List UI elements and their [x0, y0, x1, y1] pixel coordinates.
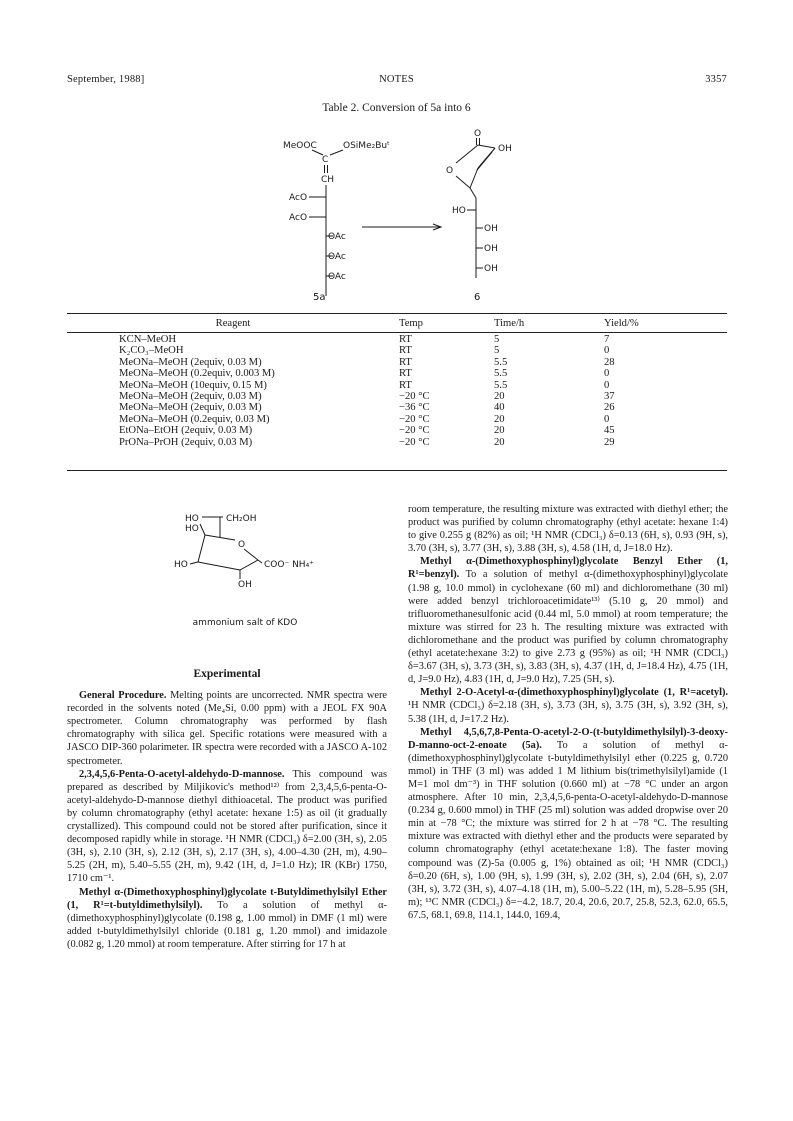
- reagent-cell: MeONa–MeOH (0.2equiv, 0.03 M): [119, 413, 270, 425]
- paragraph-compound-5a: [408, 726, 728, 922]
- time-cell: 5.5: [494, 379, 508, 391]
- kdo-ho-2: HO: [185, 524, 199, 534]
- paragraph-penta-acetyl-mannose: [67, 768, 387, 886]
- running-header-left: September, 1988]: [67, 74, 145, 85]
- kdo-caption: ammonium salt of KDO: [192, 618, 298, 628]
- yield-cell: 0: [604, 379, 610, 391]
- conversion-table: [67, 316, 727, 448]
- time-cell: 5: [494, 345, 500, 357]
- general-procedure-title: General Procedure.: [79, 690, 167, 702]
- time-cell: 20: [494, 391, 505, 403]
- kdo-ho-3: HO: [174, 560, 188, 570]
- temp-cell: RT: [399, 345, 412, 357]
- sm-carbon-label: C: [322, 155, 329, 165]
- sm-oac-1: OAc: [328, 232, 346, 242]
- temp-cell: RT: [399, 356, 412, 368]
- table-row: [67, 368, 727, 379]
- section-title: Experimental: [193, 668, 261, 680]
- reagent-cell: MeONa–MeOH (10equiv, 0.15 M): [119, 379, 267, 391]
- sm-aco-1: AcO: [289, 193, 308, 203]
- compound-5a-text: To a solution of methyl α-(dimethoxyphosphinyl)glycolate t-butyldimethylsilyl ether (0.225 g, 0.720 mmol) in THF (3 ml) was added 1 M lithium bis(trimethylsilyl)amide (1 M=1 mol dm⁻³) in THF solution (0.660 ml) at −78 °C under an argon atmosphere. After 10 min, 2,3,4,5,6-penta-O-acetyl-aldehydo-D-mannose (0.234 g, 0.600 mmol) in THF (25 ml) solution was added dropwise over 20 min at −78 °C; the mixture was stirred for 2 h at −78 °C. The resulting mixture was extracted with diethyl ether and the products were separated by column chromatography (ethyl acetate:hexane 1:8). The faster moving compound was (Z)-5a (0.005 g, 1%) obtained as oil; ¹H NMR (CDCl₃) δ=0.20 (6H, s), 1.00 (9H, s), 1.99 (3H, s), 2.02 (3H, s), 2.04 (6H, s), 2.07 (3H, s), 3.72 (3H, s), 4.07–4.18 (1H, m), 5.00–5.22 (1H, m), 5.28–5.95 (5H, m); ¹³C NMR (CDCl₃) δ=−4.2, 18.7, 20.4, 20.6, 20.7, 25.8, 52.3, 62.0, 65.5, 67.5, 68.1, 69.8, 114.1, 144.0, 169.4,: [408, 739, 728, 921]
- header-yield: Yield/%: [604, 318, 639, 329]
- yield-cell: 29: [604, 436, 615, 448]
- reagent-cell: MeONa–MeOH (0.2equiv, 0.003 M): [119, 368, 275, 380]
- yield-cell: 0: [604, 413, 610, 425]
- prod-oh-1: OH: [484, 224, 498, 234]
- time-cell: 20: [494, 425, 505, 437]
- reagent-cell: MeONa–MeOH (2equiv, 0.03 M): [119, 402, 262, 414]
- left-column: [67, 668, 387, 951]
- kdo-ring-o: O: [238, 540, 246, 550]
- temp-cell: −20 °C: [399, 391, 430, 403]
- header-temp: Temp: [399, 318, 423, 329]
- paragraph-general-procedure: [67, 689, 387, 768]
- reaction-scheme: [0, 118, 793, 304]
- temp-cell: −20 °C: [399, 425, 430, 437]
- temp-cell: −36 °C: [399, 402, 430, 414]
- time-cell: 5.5: [494, 368, 508, 380]
- table-row: [67, 391, 727, 402]
- paragraph-continued: room temperature, the resulting mixture was extracted with diethyl ether; the product was purified by column chromatography (ethyl acetate: hexane 1:4) to give 0.255 g (82%) as oil; ¹H NMR (CDCl₃) δ=0.13 (6H, s), 0.93 (9H, s), 3.70 (3H, s), 3.77 (3H, s), 3.88 (3H, s), 4.58 (1H, d, J=18.0 Hz).: [408, 504, 728, 555]
- yield-cell: 7: [604, 334, 610, 345]
- compound-label-6: 6: [474, 292, 481, 303]
- paragraph-silyl-ether: [67, 886, 387, 951]
- table-row: [67, 357, 727, 368]
- table-row: [67, 414, 727, 425]
- sm-ester-label: MeOOC: [283, 141, 317, 151]
- acetyl-title: Methyl 2-O-Acetyl-α-(dimethoxyphosphinyl)glycolate (1, R¹=acetyl).: [420, 687, 728, 699]
- kdo-structure: [160, 502, 330, 602]
- prod-enol-oh: OH: [498, 144, 512, 154]
- kdo-ch2oh: CH₂OH: [226, 514, 257, 524]
- reagent-cell: EtONa–EtOH (2equiv, 0.03 M): [119, 425, 253, 437]
- compound-5a-title: Methyl 4,5,6,7,8-Penta-O-acetyl-2-O-(t-butyldimethylsilyl)-3-deoxy-D-manno-oct-2-enoate (5a).: [408, 726, 728, 751]
- compound-label-5a: 5a: [313, 292, 326, 303]
- table-body: [67, 334, 727, 448]
- temp-cell: RT: [399, 368, 412, 380]
- kdo-carboxylate: COO⁻ NH₄⁺: [264, 560, 314, 570]
- reagent-cell: K₂CO₃–MeOH: [119, 345, 184, 357]
- yield-cell: 28: [604, 356, 615, 368]
- right-column: [408, 503, 728, 922]
- silyl-ether-title: Methyl α-(Dimethoxyphosphinyl)glycolate t-Butyldimethylsilyl Ether (1, R¹=t-butyldimethylsilyl).: [67, 886, 387, 911]
- temp-cell: RT: [399, 334, 412, 345]
- prod-ring-o: O: [446, 166, 454, 176]
- general-procedure-text: Melting points are uncorrected. NMR spectra were recorded in the solvents noted (Me₄Si, 0.00 ppm) with a JEOL FX 90A spectrometer. Column chromatography was performed by flash chromatography with silica gel. Specific rotations were measured with a JASCO DIP-360 polarimeter. IR spectra were recorded with a JASCO A-102 spectrometer.: [67, 690, 387, 767]
- table-header-row: [67, 316, 727, 334]
- sm-silyl-label: OSiMe₂Buᵗ: [343, 141, 390, 151]
- yield-cell: 45: [604, 425, 615, 437]
- time-cell: 5.5: [494, 356, 508, 368]
- sm-ch-label: CH: [321, 175, 335, 185]
- table-row: [67, 402, 727, 413]
- prod-oh-3: OH: [484, 264, 498, 274]
- table-top-rule: [67, 313, 727, 314]
- prod-oh-2: OH: [484, 244, 498, 254]
- paragraph-benzyl-ether: [408, 555, 728, 686]
- reagent-cell: KCN–MeOH: [119, 334, 177, 345]
- table-row: [67, 334, 727, 345]
- yield-cell: 0: [604, 345, 610, 357]
- prod-ho: HO: [452, 206, 466, 216]
- reagent-cell: MeONa–MeOH (2equiv, 0.03 M): [119, 356, 262, 368]
- table-bottom-rule: [67, 470, 727, 471]
- header-time: Time/h: [494, 318, 525, 329]
- prod-carbonyl-o: O: [474, 129, 482, 139]
- benzyl-ether-text: To a solution of methyl α-(dimethoxyphosphinyl)glycolate (1.98 g, 10.0 mmol) in cyclohexane (60 ml) and dichloromethane (30 ml) were added benzyl trichloroacetimidate¹³⁾ (5.10 g, 20 mmol) and trifluoromethanesulfonic acid (0.44 ml, 5.0 mmol) at room temperature; the mixture was stirred for 23 h. The resulting mixture was extracted with dichloromethane and the product was purified by column chromatography (ethyl acetate:hexane 3:2) to give 2.73 g (95%) as oil; ¹H NMR (CDCl₃) δ=3.67 (3H, s), 3.73 (3H, s), 3.83 (3H, s), 4.37 (1H, d, J=18.4 Hz), 4.75 (1H, d, J=9.0 Hz), 4.83 (1H, d, J=9.0 Hz), 7.25 (5H, s).: [408, 569, 728, 686]
- sm-oac-3: OAc: [328, 272, 346, 282]
- temp-cell: −20 °C: [399, 436, 430, 448]
- acetyl-text: ¹H NMR (CDCl₃) δ=2.18 (3H, s), 3.73 (3H, s), 3.75 (3H, s), 3.92 (3H, s), 5.38 (1H, d, J=17.2 Hz).: [408, 700, 728, 725]
- page-number: 3357: [705, 74, 727, 85]
- kdo-oh: OH: [238, 580, 252, 590]
- time-cell: 5: [494, 334, 500, 345]
- penta-acetyl-mannose-title: 2,3,4,5,6-Penta-O-acetyl-aldehydo-D-mannose.: [79, 768, 285, 780]
- table-row: [67, 437, 727, 448]
- time-cell: 20: [494, 413, 505, 425]
- benzyl-ether-title: Methyl α-(Dimethoxyphosphinyl)glycolate Benzyl Ether (1, R¹=benzyl).: [408, 556, 728, 581]
- yield-cell: 37: [604, 391, 615, 403]
- temp-cell: −20 °C: [399, 413, 430, 425]
- penta-acetyl-mannose-text: This compound was prepared as described by Miljikovic's method¹²⁾ from 2,3,4,5,6-penta-O-acetyl-aldehydo-D-mannose diethyl dithioacetal. The product was purified by column chromatography (ethyl acetate: hexane 1:5) as oil (it gradually crystallized). This compound could not be stored after purification, since it decomposed rapidly while in storage. ¹H NMR (CDCl₃) δ=2.00 (3H, s), 2.05 (3H, s), 2.10 (3H, s), 2.12 (3H, s), 2.17 (3H, s), 4.00–4.30 (2H, m), 4.90–5.25 (2H, m), 5.40–5.55 (2H, m), 9.42 (1H, d, J=1.0 Hz); IR (KBr) 1750, 1710 cm⁻¹.: [67, 768, 387, 885]
- sm-oac-2: OAc: [328, 252, 346, 262]
- running-header-center: NOTES: [379, 74, 414, 85]
- kdo-ho-1: HO: [185, 514, 199, 524]
- time-cell: 40: [494, 402, 505, 414]
- reagent-cell: MeONa–MeOH (2equiv, 0.03 M): [119, 391, 262, 403]
- time-cell: 20: [494, 436, 505, 448]
- temp-cell: RT: [399, 379, 412, 391]
- yield-cell: 26: [604, 402, 615, 414]
- table-row: [67, 425, 727, 436]
- table-caption: Table 2. Conversion of 5a into 6: [322, 102, 471, 114]
- table-row: [67, 380, 727, 391]
- table-row: [67, 345, 727, 356]
- sm-aco-2: AcO: [289, 213, 308, 223]
- paragraph-acetyl: [408, 686, 728, 725]
- reagent-cell: PrONa–PrOH (2equiv, 0.03 M): [119, 436, 253, 448]
- yield-cell: 0: [604, 368, 610, 380]
- header-reagent: Reagent: [215, 318, 251, 329]
- silyl-ether-text: To a solution of methyl α-(dimethoxyphosphinyl)glycolate (0.198 g, 1.00 mmol) in DMF (1 ml) were added t-butyldimethylsilyl chloride (0.181 g, 1.20 mmol) and imidazole (0.082 g, 1.20 mmol) at room temperature. After stirring for 17 h at: [67, 899, 387, 950]
